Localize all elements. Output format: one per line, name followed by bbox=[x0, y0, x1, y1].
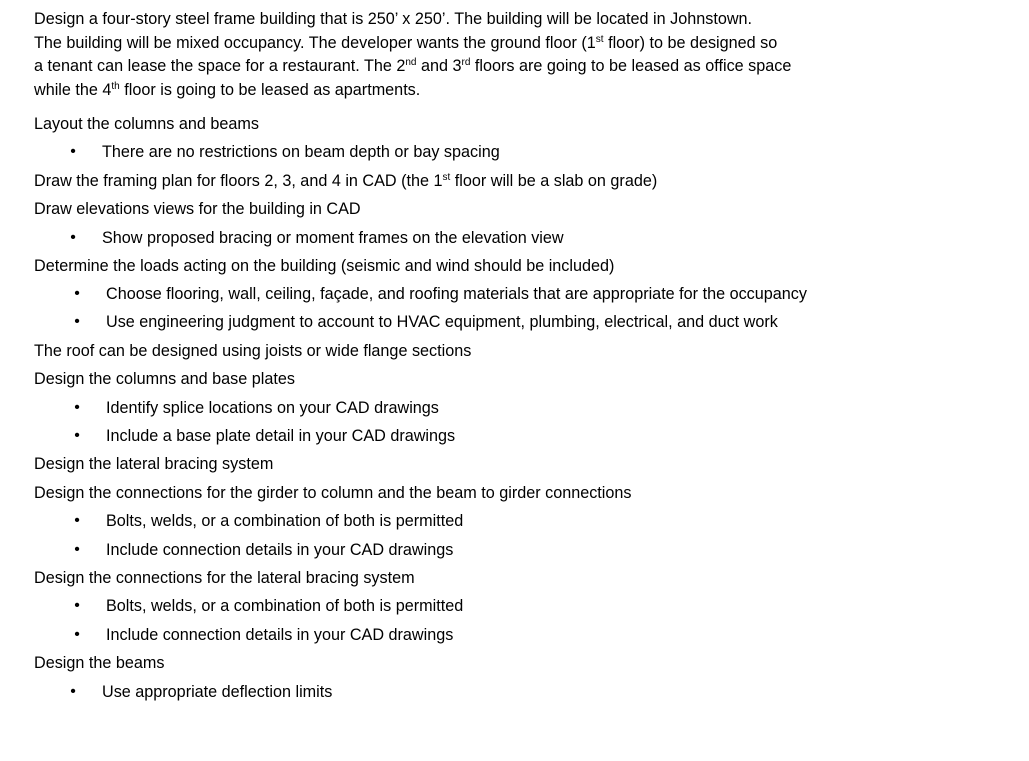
bullet-glyph: • bbox=[74, 313, 80, 331]
bullet-glyph: • bbox=[74, 512, 80, 530]
bullet-glyph: • bbox=[70, 682, 76, 700]
bullet-glyph: • bbox=[74, 398, 80, 416]
bullet-item: • Choose flooring, wall, ceiling, façade, and roofing materials that are appropriate for the occupancy bbox=[34, 280, 1019, 308]
intro-line-3: a tenant can lease the space for a restaurant. The 2nd and 3rd floors are going to be leased as office space bbox=[34, 57, 792, 75]
bullet-item: • Include a base plate detail in your CAD drawings bbox=[34, 422, 1019, 450]
task-layout: Layout the columns and beams bbox=[34, 115, 259, 133]
bullet-glyph: • bbox=[70, 143, 76, 161]
bullet-glyph: • bbox=[74, 597, 80, 615]
intro-line-2: The building will be mixed occupancy. The developer wants the ground floor (1st floor) to be designed so bbox=[34, 33, 778, 52]
task-beams: Design the beams bbox=[34, 654, 165, 673]
bullet-item: • Identify splice locations on your CAD drawings bbox=[34, 394, 1019, 422]
bullet-glyph: • bbox=[74, 426, 80, 444]
bullet-glyph: • bbox=[74, 625, 80, 643]
bullet-glyph: • bbox=[74, 540, 80, 558]
task-lateral-connections: Design the connections for the lateral bracing system bbox=[34, 568, 415, 587]
intro-line-4: while the 4th floor is going to be leased as apartments. bbox=[34, 80, 421, 99]
bullet-item: • Bolts, welds, or a combination of both is permitted bbox=[34, 507, 1019, 535]
bullet-glyph: • bbox=[74, 285, 80, 303]
task-columns: Design the columns and base plates bbox=[34, 370, 295, 389]
bullet-item: • Include connection details in your CAD drawings bbox=[34, 621, 1019, 649]
task-loads: Determine the loads acting on the building (seismic and wind should be included) bbox=[34, 256, 615, 275]
bullet-item: • Bolts, welds, or a combination of both is permitted bbox=[34, 592, 1019, 620]
intro-line-1: Design a four-story steel frame building that is 250’ x 250’. The building will be located in Johnstown. bbox=[34, 10, 753, 28]
bullet-item: • There are no restrictions on beam depth or bay spacing bbox=[34, 138, 1019, 166]
task-lateral-bracing: Design the lateral bracing system bbox=[34, 455, 274, 474]
task-elevations: Draw elevations views for the building in CAD bbox=[34, 200, 361, 219]
document-body bbox=[34, 8, 1019, 706]
intro-paragraph bbox=[34, 8, 1019, 102]
task-roof: The roof can be designed using joists or wide flange sections bbox=[34, 341, 472, 360]
bullet-item: • Use appropriate deflection limits bbox=[34, 678, 1019, 706]
bullet-item: • Use engineering judgment to account to HVAC equipment, plumbing, electrical, and duct work bbox=[34, 308, 1019, 336]
bullet-item: • Show proposed bracing or moment frames on the elevation view bbox=[34, 224, 1019, 252]
bullet-glyph: • bbox=[70, 228, 76, 246]
task-connections: Design the connections for the girder to column and the beam to girder connections bbox=[34, 483, 632, 502]
bullet-item: • Include connection details in your CAD drawings bbox=[34, 536, 1019, 564]
task-framing-plan: Draw the framing plan for floors 2, 3, and 4 in CAD (the 1st floor will be a slab on grade) bbox=[34, 171, 658, 190]
